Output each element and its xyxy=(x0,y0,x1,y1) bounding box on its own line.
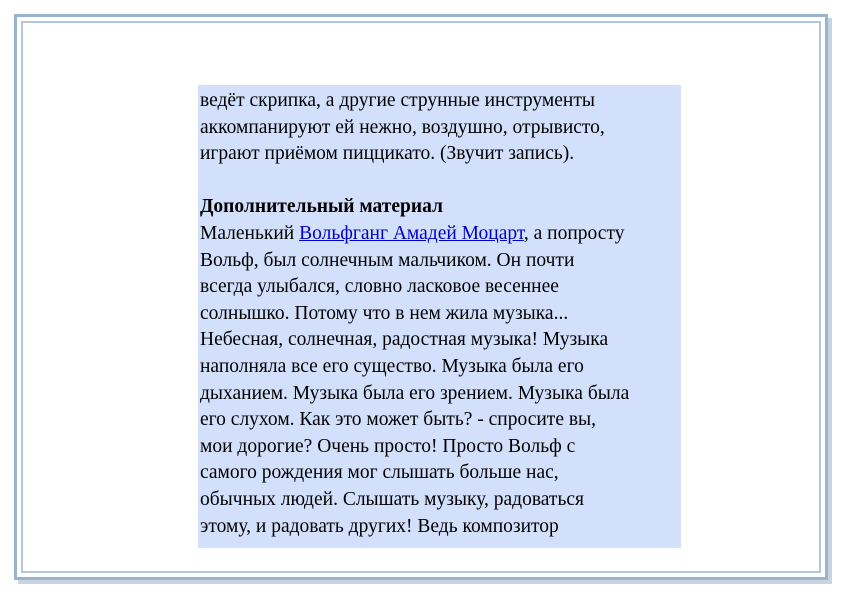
section-heading: Дополнительный материал xyxy=(200,196,443,218)
text-line: солнышко. Потому что в нем жила музыка... xyxy=(200,302,569,324)
text-line: наполняла все его существо. Музыка была его xyxy=(200,355,584,377)
text-line: этому, и радовать других! Ведь композитор xyxy=(200,515,559,537)
text-fragment: , а попросту xyxy=(523,222,625,244)
text-line xyxy=(200,221,678,248)
text-line: обычных людей. Слышать музыку, радоваться xyxy=(200,488,584,510)
text-line: мои дорогие? Очень просто! Просто Вольф с xyxy=(200,435,576,457)
text-line: дыханием. Музыка была его зрением. Музыка была xyxy=(200,382,630,404)
text-fragment: Маленький xyxy=(200,222,300,244)
paragraph-gap xyxy=(200,168,678,195)
text-line: его слухом. Как это может быть? - спросите вы, xyxy=(200,409,597,431)
text-line: аккомпанируют ей нежно, воздушно, отрывисто, xyxy=(200,116,605,138)
frame-shadow xyxy=(828,18,832,584)
text-line: всегда улыбался, словно ласковое весеннее xyxy=(200,276,559,298)
text-line: самого рождения мог слышать больше нас, xyxy=(200,462,559,484)
text-line: Небесная, солнечная, радостная музыка! Музыка xyxy=(200,329,609,351)
mozart-link[interactable]: Вольфганг Амадей Моцарт xyxy=(299,222,524,244)
frame-shadow xyxy=(18,580,832,584)
text-line: Вольф, был солнечным мальчиком. Он почти xyxy=(200,249,575,271)
text-line: ведёт скрипка, а другие струнные инструменты xyxy=(200,90,595,111)
text-line: играют приёмом пиццикато. (Звучит запись). xyxy=(200,143,575,165)
text-box xyxy=(198,85,681,548)
